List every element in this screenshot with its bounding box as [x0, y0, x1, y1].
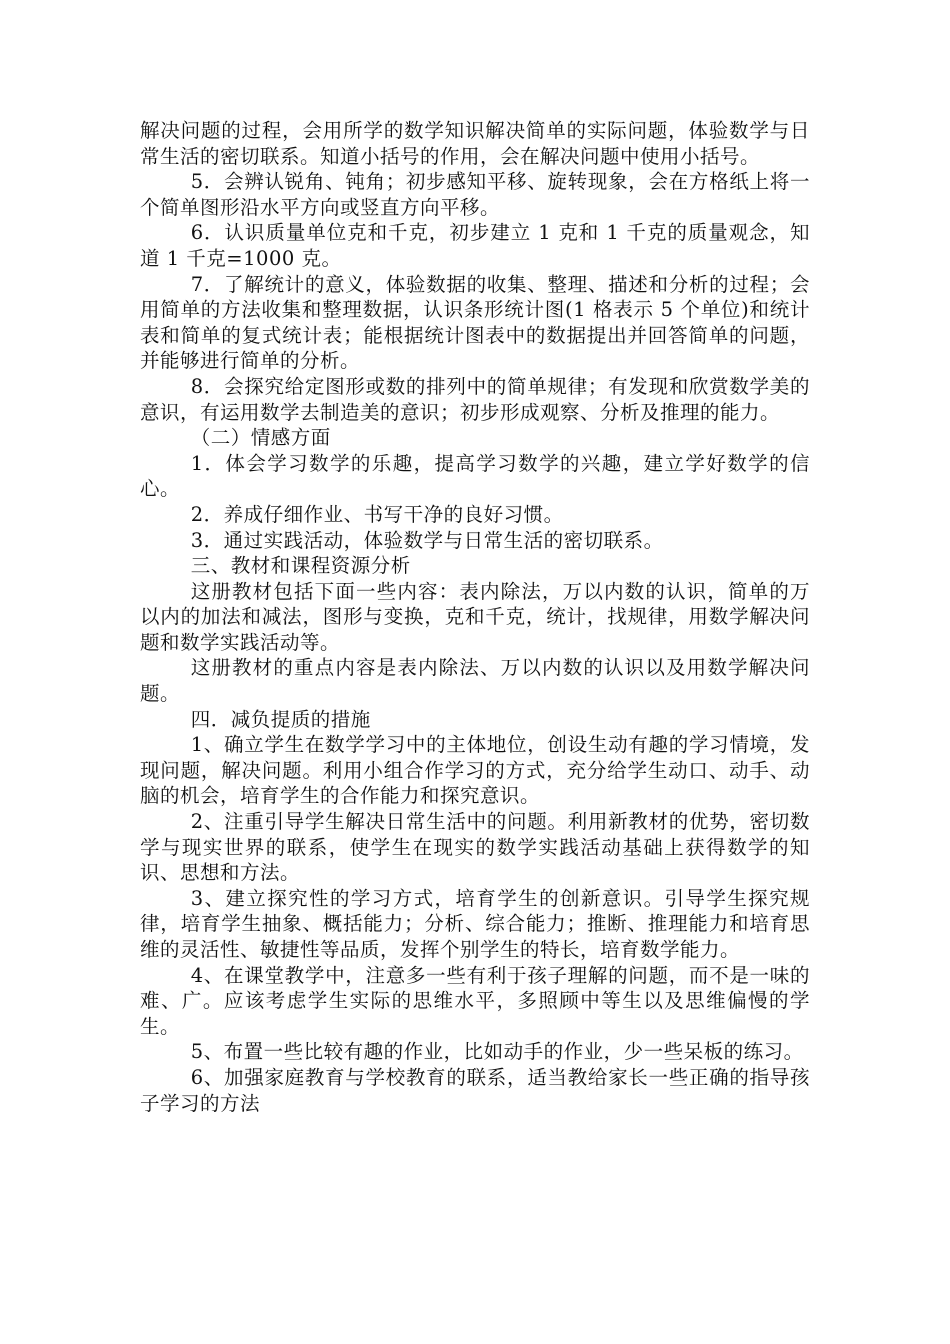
- paragraph-8: 2．养成仔细作业、书写干净的良好习惯。: [190, 502, 564, 526]
- paragraph-12: 这册教材的重点内容是表内除法、万以内数的认识以及用数学解决问题。: [140, 656, 810, 706]
- paragraph-15: 2、注重引导学生解决日常生活中的问题。利用新教材的优势，密切数学与现实世界的联系，使学生在现实的数学实践活动基础上获得数学的知识、思想和方法。: [140, 810, 810, 885]
- paragraph-7: 1．体会学习数学的乐趣，提高学习数学的兴趣，建立学好数学的信心。: [140, 451, 810, 501]
- paragraph-2: 5．会辨认锐角、钝角；初步感知平移、旋转现象，会在方格纸上将一个简单图形沿水平方向或竖直方向平移。: [140, 170, 810, 219]
- paragraph-19: 6、加强家庭教育与学校教育的联系，适当教给家长一些正确的指导孩子学习的方法: [140, 1065, 810, 1115]
- paragraph-14: 1、确立学生在数学学习中的主体地位，创设生动有趣的学习情境，发现问题，解决问题。利用小组合作学习的方式，充分给学生动口、动手、动脑的机会，培育学生的合作能力和探究意识。: [140, 733, 810, 808]
- section-heading-measures: 四．减负提质的措施: [190, 707, 371, 731]
- paragraph-11: 这册教材包括下面一些内容：表内除法，万以内数的认识，简单的万以内的加法和减法，图形与变换，克和千克，统计，找规律，用数学解决问题和数学实践活动等。: [140, 579, 810, 654]
- paragraph-1: 解决问题的过程，会用所学的数学知识解决简单的实际问题，体验数学与日常生活的密切联系。知道小括号的作用，会在解决问题中使用小括号。: [140, 119, 810, 168]
- paragraph-9: 3．通过实践活动，体验数学与日常生活的密切联系。: [190, 528, 664, 552]
- paragraph-18: 5、布置一些比较有趣的作业，比如动手的作业，少一些呆板的练习。: [190, 1040, 804, 1064]
- section-heading-materials: 三、教材和课程资源分析: [190, 554, 411, 578]
- section-heading-emotion: （二）情感方面: [190, 426, 331, 450]
- paragraph-4: 7．了解统计的意义，体验数据的收集、整理、描述和分析的过程；会用简单的方法收集和整理数据，认识条形统计图(1 格表示 5 个单位)和统计表和简单的复式统计表；能根据统计图表中的数据提出并回答简单的问题，并能够进行简单的分析。: [140, 272, 810, 373]
- paragraph-17: 4、在课堂教学中，注意多一些有利于孩子理解的问题，而不是一味的难、广。应该考虑学生实际的思维水平，多照顾中等生以及思维偏慢的学生。: [140, 963, 810, 1038]
- paragraph-3: 6．认识质量单位克和千克，初步建立 1 克和 1 千克的质量观念，知道 1 千克=1000 克。: [140, 221, 810, 270]
- document-page: [140, 118, 810, 1116]
- paragraph-16: 3、建立探究性的学习方式，培育学生的创新意识。引导学生探究规律，培育学生抽象、概括能力；分析、综合能力；推断、推理能力和培育思维的灵活性、敏捷性等品质，发挥个别学生的特长，培育数学能力。: [140, 886, 810, 961]
- paragraph-5: 8．会探究给定图形或数的排列中的简单规律；有发现和欣赏数学美的意识，有运用数学去制造美的意识；初步形成观察、分析及推理的能力。: [140, 374, 810, 424]
